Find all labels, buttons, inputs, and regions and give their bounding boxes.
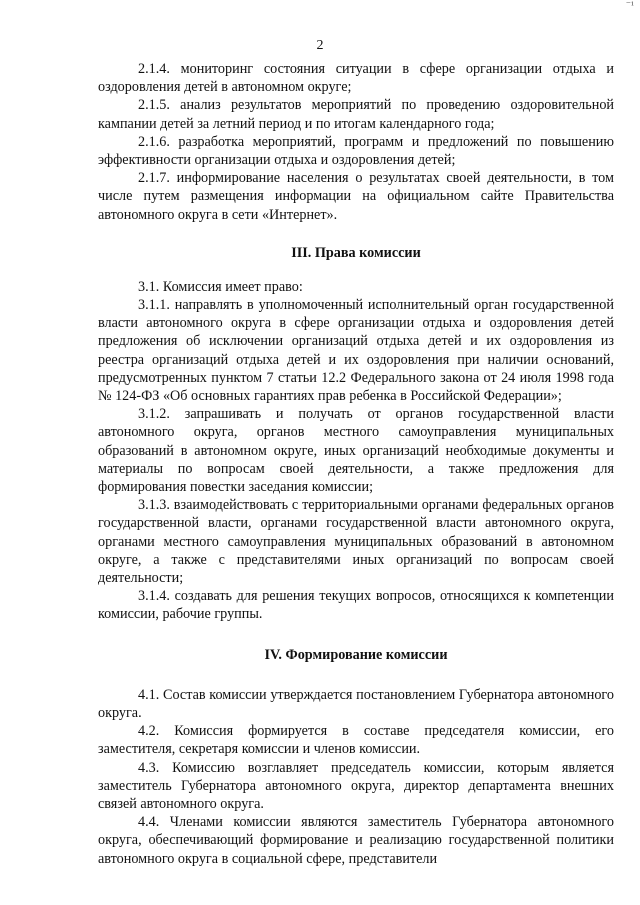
paragraph-4-4: 4.4. Членами комиссии являются заместитель Губернатора автономного округа, обеспечивающий формирование и реализацию государственной политики автономного округа в социальной сфере, представители — [98, 814, 614, 867]
section-3-heading: III. Права комиссии — [291, 244, 421, 261]
paragraph-3-1: 3.1. Комиссия имеет право: — [138, 278, 303, 295]
paragraph-3-1-2: 3.1.2. запрашивать и получать от органов государственной власти автономного округа, органов местного самоуправления муниципальных образований в автономном округе, иных организаций необходимые документы и материалы по вопросам своей деятельности, а также предложения для формирования повестки заседания комиссии; — [98, 406, 614, 496]
document-body — [98, 60, 614, 868]
corner-mark: ⁻¹ — [625, 0, 634, 11]
paragraph-4-1: 4.1. Состав комиссии утверждается постановлением Губернатора автономного округа. — [98, 686, 614, 721]
paragraph-4-3: 4.3. Комиссию возглавляет председатель комиссии, которым является заместитель Губернатора автономного округа, директор департамента внешних связей автономного округа. — [98, 759, 614, 812]
paragraph-2-1-5: 2.1.5. анализ результатов мероприятий по проведению оздоровительной кампании детей за летний период и по итогам календарного года; — [98, 97, 614, 132]
paragraph-3-1-1: 3.1.1. направлять в уполномоченный исполнительный орган государственной власти автономного округа в сфере организации отдыха и оздоровления детей предложения об исключении организаций отдыха детей и их оздоровления из реестра организаций отдыха детей и их оздоровления при наличии оснований, предусмотренных пунктом 7 статьи 12.2 Федерального закона от 24 июля 1998 года № 124-ФЗ «Об основных гарантиях прав ребенка в Российской Федерации»; — [98, 297, 614, 405]
paragraph-3-1-4: 3.1.4. создавать для решения текущих вопросов, относящихся к компетенции комиссии, рабочие группы. — [98, 588, 614, 623]
paragraph-4-2: 4.2. Комиссия формируется в составе председателя комиссии, его заместителя, секретаря комиссии и членов комиссии. — [98, 723, 614, 758]
section-4-heading: IV. Формирование комиссии — [264, 646, 448, 663]
paragraph-3-1-3: 3.1.3. взаимодействовать с территориальными органами федеральных органов государственной власти, органами государственной власти автономного округа, органами местного самоуправления муниципальных образований в автономном округе, а также с представителями иных организаций по вопросам своей деятельности; — [98, 497, 614, 587]
paragraph-2-1-6: 2.1.6. разработка мероприятий, программ и предложений по повышению эффективности организации отдыха и оздоровления детей; — [98, 133, 614, 169]
paragraph-2-1-4: 2.1.4. мониторинг состояния ситуации в сфере организации отдыха и оздоровления детей в автономном округе; — [98, 61, 614, 96]
page-number: 2 — [316, 38, 324, 53]
paragraph-2-1-7: 2.1.7. информирование населения о результатах своей деятельности, в том числе путем размещения информации на официальном сайте Правительства автономного округа в сети «Интернет». — [98, 170, 614, 223]
